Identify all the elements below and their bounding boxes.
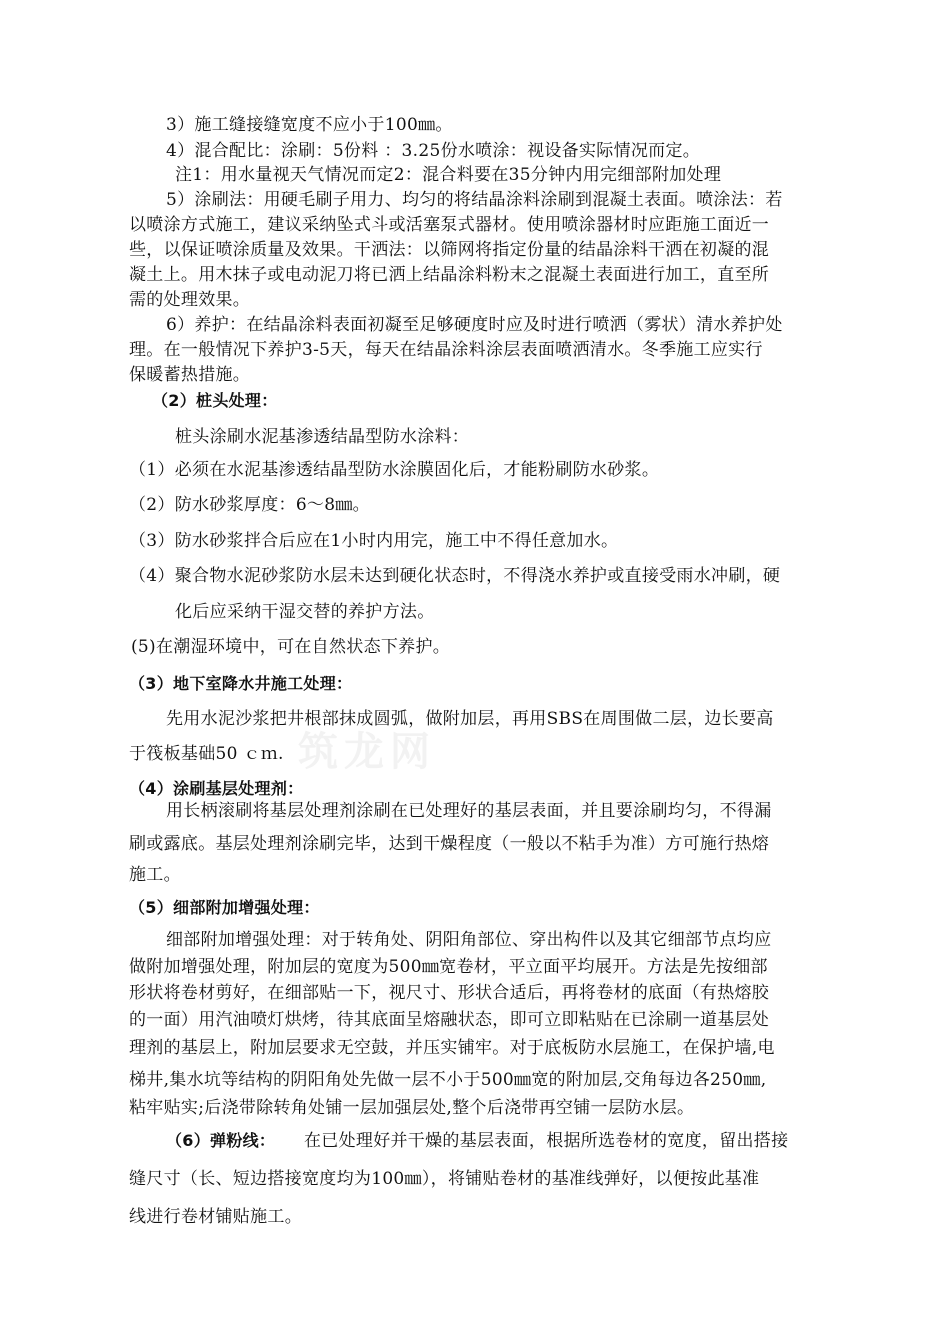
text-line: 6）养护：在结晶涂料表面初凝至足够硬度时应及时进行喷洒（雾状）清水养护处 — [166, 315, 783, 335]
section-heading: （3）地下室降水井施工处理： — [129, 674, 353, 693]
text-line: (5)在潮湿环境中，可在自然状态下养护。 — [131, 637, 451, 657]
text-line: 形状将卷材剪好，在细部贴一下，视尺寸、形状合适后，再将卷材的底面（有热熔胶 — [129, 983, 770, 1003]
text-line: 5）涂刷法：用硬毛刷子用力、均匀的将结晶涂料涂刷到混凝土表面。喷涂法：若 — [166, 190, 783, 210]
text-line: 刷或露底。基层处理剂涂刷完毕，达到干燥程度（一般以不粘手为准）方可施行热熔 — [129, 834, 770, 854]
text-line: 先用水泥沙浆把井根部抹成圆弧，做附加层，再用SBS在周围做二层，边长要高 — [166, 709, 774, 729]
text-line: 用长柄滚刷将基层处理剂涂刷在已处理好的基层表面，并且要涂刷均匀，不得漏 — [166, 801, 772, 821]
section-heading: （4）涂刷基层处理剂： — [129, 779, 304, 798]
text-line: 理。在一般情况下养护3-5天，每天在结晶涂料涂层表面喷洒清水。冬季施工应实行 — [129, 340, 763, 360]
text-line: 注1：用水量视天气情况而定2：混合料要在35分钟内用完细部附加处理 — [175, 165, 722, 185]
text-line: 些，以保证喷涂质量及效果。干洒法：以筛网将指定份量的结晶涂料干洒在初凝的混 — [129, 240, 770, 260]
text-line: 线进行卷材铺贴施工。 — [129, 1207, 302, 1227]
text-line: 细部附加增强处理：对于转角处、阴阳角部位、穿出构件以及其它细部节点均应 — [166, 930, 772, 950]
text-line: 施工。 — [129, 865, 181, 885]
text-line: 4）混合配比：涂刷：5份料 ：3.25份水喷涂：视设备实际情况而定。 — [166, 141, 701, 161]
text-line: 以喷涂方式施工，建议采纳坠式斗或活塞泵式器材。使用喷涂器材时应距施工面近一 — [129, 215, 770, 235]
text-line: （2）防水砂浆厚度：6～8㎜。 — [129, 495, 370, 515]
text-line: （4）聚合物水泥砂浆防水层未达到硬化状态时，不得浇水养护或直接受雨水冲刷，硬 — [129, 566, 781, 586]
text-line: 桩头涂刷水泥基渗透结晶型防水涂料： — [175, 427, 470, 447]
text-line: 保暖蓄热措施。 — [129, 365, 251, 385]
text-line: （1）必须在水泥基渗透结晶型防水涂膜固化后，才能粉刷防水砂浆。 — [129, 460, 660, 480]
text-line: 凝土上。用木抹子或电动泥刀将已洒上结晶涂料粉末之混凝土表面进行加工，直至所 — [129, 265, 770, 285]
watermark: 筑龙网 — [298, 729, 436, 775]
text-line: 粘牢贴实;后浇带除转角处铺一层加强层处,整个后浇带再空铺一层防水层。 — [129, 1098, 695, 1118]
text-line: 于筏板基础50 ｃｍ. — [129, 744, 284, 764]
text-line: 梯井,集水坑等结构的阴阳角处先做一层不小于500㎜宽的附加层,交角每边各250㎜, — [129, 1070, 767, 1090]
text-line: 3）施工缝接缝宽度不应小于100㎜。 — [166, 115, 453, 135]
section-heading: （6）弹粉线： — [166, 1131, 276, 1150]
section-heading: （2）桩头处理： — [152, 391, 278, 410]
text-line: 化后应采纳干湿交替的养护方法。 — [175, 602, 435, 622]
text-line: （3）防水砂浆拌合后应在1小时内用完，施工中不得任意加水。 — [129, 531, 619, 551]
text-line: 缝尺寸（长、短边搭接宽度均为100㎜），将铺贴卷材的基准线弹好，以便按此基准 — [129, 1169, 760, 1189]
section-heading: （5）细部附加增强处理： — [129, 898, 320, 917]
text-line: 的一面）用汽油喷灯烘烤，待其底面呈熔融状态，即可立即粘贴在已涂刷一道基层处 — [129, 1010, 770, 1030]
text-line: 理剂的基层上，附加层要求无空鼓，并压实铺牢。对于底板防水层施工，在保护墙,电 — [129, 1038, 775, 1058]
text-line: 在已处理好并干燥的基层表面，根据所选卷材的宽度，留出搭接 — [304, 1131, 789, 1151]
text-line: 需的处理效果。 — [129, 290, 251, 310]
text-line: 做附加增强处理，附加层的宽度为500㎜宽卷材，平立面平均展开。方法是先按细部 — [129, 957, 768, 977]
